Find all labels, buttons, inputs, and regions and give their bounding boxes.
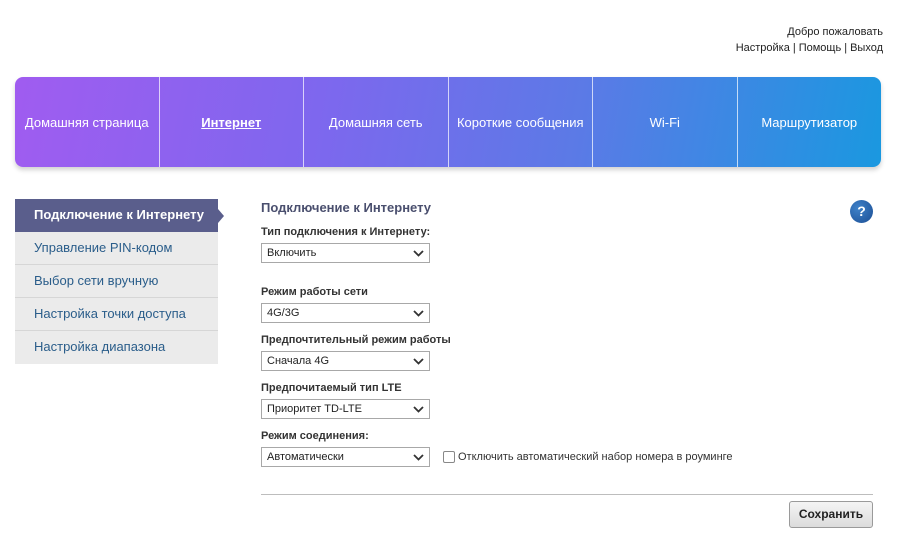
main-nav bbox=[15, 77, 881, 167]
page-title: Подключение к Интернету bbox=[261, 200, 432, 215]
chevron-down-icon bbox=[413, 358, 424, 365]
preferred-mode-value: Сначала 4G bbox=[267, 355, 330, 367]
settings-link[interactable]: Настройка bbox=[735, 42, 790, 54]
nav-home-network[interactable]: Домашняя сеть bbox=[304, 77, 449, 167]
connection-mode-value: Автоматически bbox=[267, 451, 344, 463]
chevron-down-icon bbox=[413, 454, 424, 461]
nav-home[interactable]: Домашняя страница bbox=[15, 77, 160, 167]
roaming-checkbox-label[interactable]: Отключить автоматический набор номера в роуминге bbox=[458, 451, 733, 463]
sidebar-item-band-settings[interactable]: Настройка диапазона bbox=[15, 331, 218, 364]
nav-sms[interactable]: Короткие сообщения bbox=[449, 77, 594, 167]
help-link[interactable]: Помощь bbox=[798, 42, 842, 54]
save-button[interactable]: Сохранить bbox=[789, 501, 873, 528]
connection-mode-select[interactable] bbox=[261, 447, 430, 467]
preferred-mode-label: Предпочтительный режим работы bbox=[261, 334, 451, 346]
divider bbox=[261, 494, 873, 495]
connection-mode-label: Режим соединения: bbox=[261, 430, 369, 442]
chevron-down-icon bbox=[413, 406, 424, 413]
connection-type-label: Тип подключения к Интернету: bbox=[261, 226, 431, 238]
chevron-down-icon bbox=[413, 310, 424, 317]
logout-link[interactable]: Выход bbox=[850, 42, 883, 54]
sidebar-item-internet-connection[interactable]: Подключение к Интернету bbox=[15, 199, 218, 232]
welcome-text: Добро пожаловать bbox=[787, 26, 883, 38]
lte-type-value: Приоритет TD-LTE bbox=[267, 403, 362, 415]
link-separator: | bbox=[792, 42, 796, 54]
nav-router[interactable]: Маршрутизатор bbox=[761, 114, 858, 130]
sidebar bbox=[15, 199, 218, 364]
sidebar-item-manual-network[interactable]: Выбор сети вручную bbox=[15, 265, 218, 298]
sidebar-item-apn-settings[interactable]: Настройка точки доступа bbox=[15, 298, 218, 331]
top-links bbox=[736, 24, 883, 56]
lte-type-select[interactable] bbox=[261, 399, 430, 419]
header-links bbox=[736, 40, 883, 56]
sidebar-item-pin-management[interactable]: Управление PIN-кодом bbox=[15, 232, 218, 265]
help-icon[interactable]: ? bbox=[850, 200, 873, 223]
nav-wifi[interactable]: Wi-Fi bbox=[593, 77, 738, 167]
nav-internet[interactable]: Интернет bbox=[160, 77, 305, 167]
connection-type-value: Включить bbox=[267, 247, 317, 259]
network-mode-select[interactable] bbox=[261, 303, 430, 323]
content-panel bbox=[261, 200, 873, 218]
connection-type-select[interactable] bbox=[261, 243, 430, 263]
roaming-checkbox[interactable] bbox=[443, 451, 455, 463]
preferred-mode-select[interactable] bbox=[261, 351, 430, 371]
chevron-down-icon bbox=[413, 250, 424, 257]
lte-type-label: Предпочитаемый тип LTE bbox=[261, 382, 402, 394]
link-separator: | bbox=[844, 42, 848, 54]
network-mode-label: Режим работы сети bbox=[261, 286, 368, 298]
network-mode-value: 4G/3G bbox=[267, 307, 300, 319]
roaming-option bbox=[443, 451, 733, 463]
